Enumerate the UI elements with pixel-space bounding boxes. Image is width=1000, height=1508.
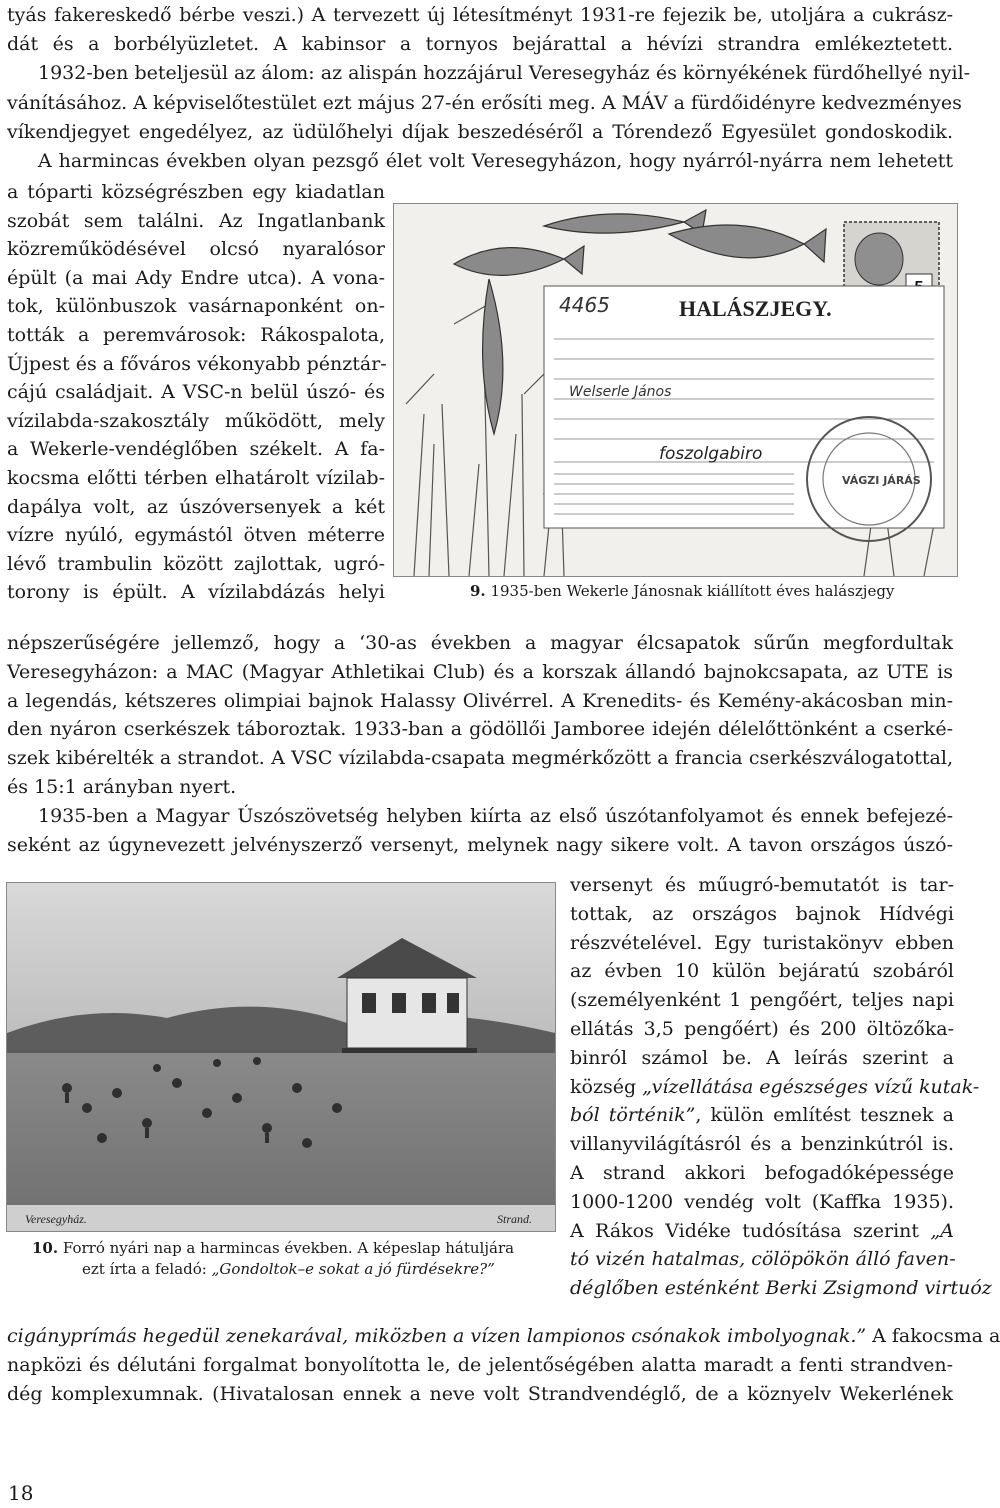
text-line: torony is épült. A vízilabdázás helyi — [7, 581, 385, 604]
text-line: villanyvilágításról és a benzinkútról is. — [570, 1133, 954, 1156]
text-line: dég komplexumnak. (Hivatalosan ennek a neve volt Strandvendéglő, de a köznyelv Wekerlének — [7, 1383, 953, 1405]
text-line: lévő trambulin között zajlottak, ugró- — [7, 552, 385, 575]
text-line: a Wekerle-vendéglőben székelt. A fa- — [7, 438, 385, 461]
beach-scene — [7, 883, 555, 1231]
text-line: közreműködésével olcsó nyaralósor — [7, 238, 385, 261]
text-line: részvételével. Egy turistakönyv ebben — [570, 931, 954, 954]
text-line: déglőben esténként Berki Zsigmond virtuóz — [570, 1277, 992, 1300]
text-line: tották a peremvárosok: Rákospalota, — [7, 324, 385, 346]
figure-10-caption — [32, 1238, 514, 1258]
figure-9-caption-text: 1935-ben Wekerle Jánosnak kiállított éves halászjegy — [490, 582, 895, 600]
svg-text:foszolgabiro: foszolgabiro — [659, 444, 763, 464]
text-line: 1935-ben a Magyar Úszószövetség helyben kiírta az első úszótanfolyamot és ennek befejezé- — [38, 804, 953, 827]
text-line: tó vizén hatalmas, cölöpökön álló faven- — [570, 1248, 956, 1271]
figure-10-number: 10. — [32, 1239, 59, 1257]
text-line: tok, különbuszok vasárnaponként on- — [7, 295, 385, 318]
text-line: dapálya volt, az úszóversenyek a két — [7, 495, 385, 518]
text-line: község „vízellátása egészséges vízű kutak- — [570, 1075, 980, 1098]
license-form — [544, 286, 944, 528]
text-line: 1000-1200 vendég volt (Kaffka 1935). — [570, 1190, 954, 1213]
text-line: vízilabda-szakosztály működött, mely — [7, 409, 385, 432]
figure-9-caption — [470, 581, 894, 601]
text-line: víkendjegyet engedélyez, az üdülőhelyi díjak beszedéséről a Tórendező Egyesület gondoskodik. — [7, 120, 953, 143]
fishing-license-image — [393, 203, 958, 577]
text-line: A Rákos Vidéke tudósítása szerint „A — [570, 1219, 954, 1242]
text-line: kocsma előtti térben elhatárolt vízilab- — [7, 467, 385, 489]
text-line: A harmincas években olyan pezsgő élet volt Veresegyházon, hogy nyárról-nyárra nem lehetett — [38, 150, 953, 172]
text-line: cájú családjait. A VSC-n belül úszó- és — [7, 381, 385, 404]
fishing-license-illustration — [394, 204, 957, 576]
svg-text:Welserle János: Welserle János — [569, 384, 672, 400]
svg-text:HALÁSZJEGY.: HALÁSZJEGY. — [679, 296, 832, 321]
text-line: vízre nyúló, egymástól ötven méterre — [7, 524, 385, 547]
svg-text:VÁGZI JÁRÁS: VÁGZI JÁRÁS — [842, 474, 921, 487]
text-line: cigányprímás hegedül zenekarával, miközben a vízen lampionos csónakok imbolyognak.” A fakocsma a — [7, 1325, 1000, 1347]
figure-10-caption-line1: Forró nyári nap a harmincas években. A képeslap hátuljára — [62, 1239, 515, 1257]
text-line: Újpest és a főváros vékonyabb pénztár- — [7, 352, 387, 375]
text-line: a legendás, kétszeres olimpiai bajnok Halassy Olivérrel. A Krenedits- és Kemény-akácosban min- — [7, 689, 953, 712]
text-line: tyás fakereskedő bérbe veszi.) A tervezett új létesítményt 1931-re fejezik be, utoljára a cukrász- — [7, 4, 953, 26]
text-line: napközi és délutáni forgalmat bonyolította le, de jelentőségében alatta maradt a fenti strandven- — [7, 1354, 953, 1376]
text-line: a tóparti községrészben egy kiadatlan — [7, 181, 385, 203]
text-line: (személyenként 1 pengőért, teljes napi — [570, 989, 954, 1012]
text-line: versenyt és műugró-bemutatót is tar- — [570, 874, 954, 896]
text-line: binról számol be. A leírás szerint a — [570, 1046, 954, 1069]
figure-10-caption-second — [82, 1259, 495, 1279]
text-line: den nyáron cserkészek táboroztak. 1933-ban a gödöllői Jamboree idején délelőttönként a cserké- — [7, 718, 953, 741]
text-line: 1932-ben beteljesül az álom: az alispán hozzájárul Veresegyház és környékének fürdőhellyé nyil- — [38, 62, 971, 85]
svg-text:Veresegyház.: Veresegyház. — [25, 1212, 87, 1226]
svg-text:Strand.: Strand. — [497, 1212, 533, 1226]
text-line: A strand akkori befogadóképessége — [570, 1162, 954, 1184]
text-line: Veresegyházon: a MAC (Magyar Athletikai Club) és a korszak állandó bajnokcsapata, az UTE is — [7, 660, 953, 683]
text-line: seként az úgynevezett jelvényszerző versenyt, melynek nagy sikere volt. A tavon országos úszó- — [7, 833, 953, 856]
text-line: dát és a borbélyüzletet. A kabinsor a tornyos bejárattal a hévízi strandra emlékeztetett. — [7, 33, 953, 56]
figure-10-caption-prefix: ezt írta a feladó: — [82, 1260, 212, 1278]
figure-10-quote: „Gondoltok–e sokat a jó fürdésekre?” — [211, 1260, 495, 1278]
text-line: és 15:1 arányban nyert. — [7, 776, 237, 798]
text-line: ból történik”, külön említést tesznek a — [570, 1104, 955, 1127]
text-line: az évben 10 külön bejáratú szobáról — [570, 960, 954, 983]
text-line: vánításához. A képviselőtestület ezt május 27-én erősíti meg. A MÁV a fürdőidényre kedvezményes — [7, 91, 962, 114]
text-line: népszerűségére jellemző, hogy a ‘30-as években a magyar élcsapatok sűrűn megfordultak — [7, 632, 953, 654]
text-line: szek kibérelték a strandot. A VSC vízilabda-csapata megmérkőzött a francia cserkészválogatottal, — [7, 747, 953, 770]
page-number: 18 — [8, 1481, 34, 1505]
text-line: szobát sem találni. Az Ingatlanbank — [7, 209, 385, 232]
figure-9-number: 9. — [470, 582, 486, 600]
text-line: ellátás 3,5 pengőért) és 200 öltözőka- — [570, 1018, 954, 1040]
text-line: épült (a mai Ady Endre utca). A vona- — [7, 266, 385, 289]
text-line: tottak, az országos bajnok Hídvégi — [570, 902, 954, 925]
svg-text:4465: 4465 — [559, 293, 610, 317]
beach-postcard-photo — [6, 882, 556, 1232]
